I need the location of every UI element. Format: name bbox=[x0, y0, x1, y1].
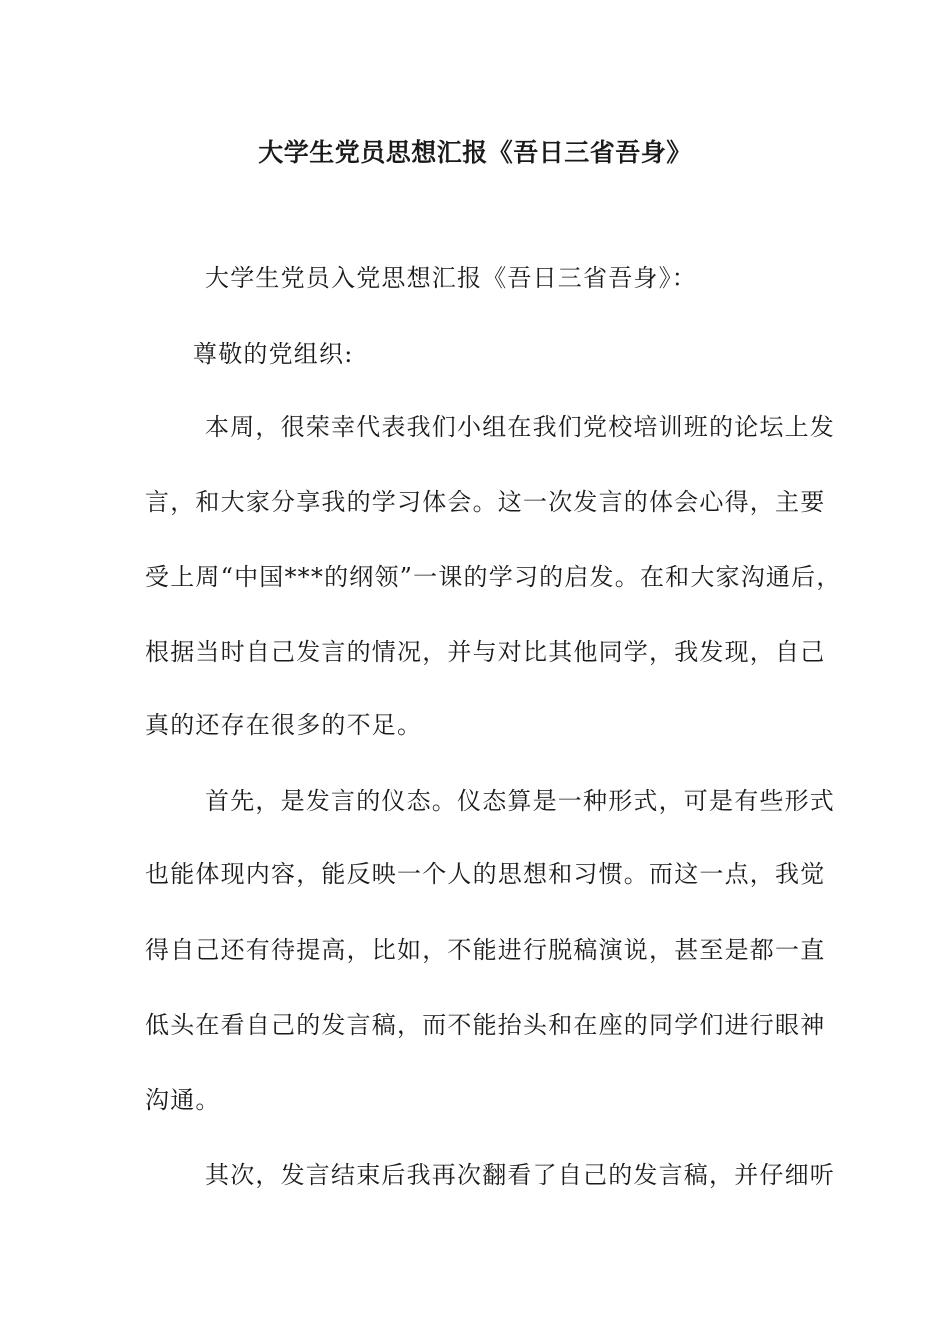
paragraph-line: 本周，很荣幸代表我们小组在我们党校培训班的论坛上发 bbox=[205, 413, 835, 441]
paragraph-line: 也能体现内容，能反映一个人的思想和习惯。而这一点，我觉 bbox=[145, 860, 826, 888]
salutation-line: 尊敬的党组织: bbox=[193, 340, 354, 368]
paragraph-line: 言，和大家分享我的学习体会。这一次发言的体会心得，主要 bbox=[145, 488, 826, 516]
paragraph-line: 真的还存在很多的不足。 bbox=[145, 711, 423, 739]
paragraph-line: 低头在看自己的发言稿，而不能抬头和在座的同学们进行眼神 bbox=[145, 1011, 826, 1039]
paragraph-line: 沟通。 bbox=[145, 1086, 221, 1114]
paragraph-line: 大学生党员入党思想汇报《吾日三省吾身》： bbox=[205, 264, 697, 292]
paragraph-line: 其次，发言结束后我再次翻看了自己的发言稿，并仔细听 bbox=[205, 1161, 835, 1189]
document-title: 大学生党员思想汇报《吾日三省吾身》 bbox=[258, 138, 692, 167]
paragraph-line: 得自己还有待提高，比如，不能进行脱稿演说，甚至是都一直 bbox=[145, 936, 826, 964]
paragraph-line: 根据当时自己发言的情况，并与对比其他同学，我发现，自己 bbox=[145, 638, 826, 666]
paragraph-line: 首先，是发言的仪态。仪态算是一种形式，可是有些形式 bbox=[205, 787, 835, 815]
paragraph-line: 受上周“中国***的纲领”一课的学习的启发。在和大家沟通后， bbox=[145, 563, 842, 591]
